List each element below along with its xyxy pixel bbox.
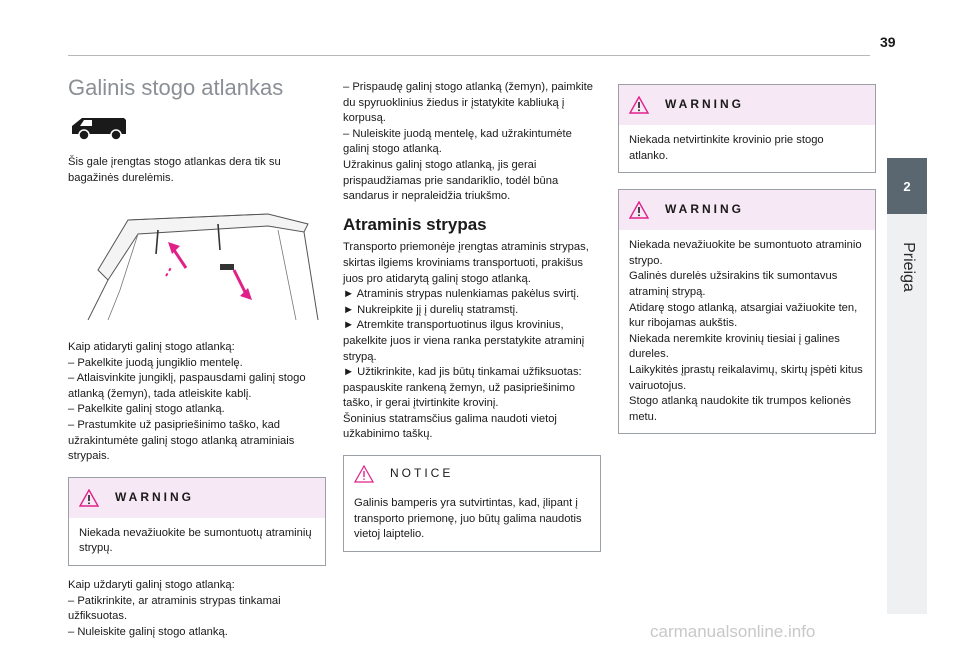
close-step: Kaip uždaryti galinį stogo atlanką: bbox=[68, 578, 235, 591]
column-right bbox=[618, 80, 876, 446]
warning-box bbox=[618, 84, 876, 173]
body-line: ► Atremkite transportuotinus ilgus krovinius, pakelkite juos ir viena ranka perstatykite atraminį strypą. bbox=[343, 319, 585, 363]
warning-text: Niekada nevažiuokite be sumontuotų atraminių strypų. bbox=[79, 526, 312, 555]
warning-text: Niekada netvirtinkite krovinio prie stogo atlanko. bbox=[629, 134, 824, 162]
page-number: 39 bbox=[880, 34, 896, 50]
open-step: – Pakelkite juodą jungiklio mentelę. bbox=[68, 356, 243, 369]
warning-header bbox=[619, 190, 875, 230]
warning-triangle-icon bbox=[629, 96, 649, 114]
notice-text: Galinis bamperis yra sutvirtintas, kad, įlipant į transporto priemonę, juo būtų galima naudotis vietoj laiptelio. bbox=[354, 497, 582, 541]
warning-line: Laikykitės įprastų reikalavimų, skirtų įspėti kitus vairuotojus. bbox=[629, 363, 863, 392]
open-step: – Prastumkite už pasipriešinimo taško, kad užrakintumėte galinį stogo atlanką atraminiais strypais. bbox=[68, 418, 295, 463]
notice-title: NOTICE bbox=[390, 466, 454, 481]
warning-triangle-icon bbox=[629, 201, 649, 219]
warning-header bbox=[69, 478, 325, 518]
intro-text: Šis gale įrengtas stogo atlankas dera tik su bagažinės durelėmis. bbox=[68, 156, 281, 184]
warning-line: Stogo atlanką naudokite tik trumpos kelionės metu. bbox=[629, 395, 852, 423]
column-middle bbox=[343, 80, 601, 564]
chapter-number: 2 bbox=[903, 178, 911, 194]
notice-box bbox=[343, 455, 601, 552]
van-icon bbox=[68, 112, 132, 142]
body-line: – Prispaudę galinį stogo atlanką (žemyn), paimkite du spyruoklinius žiedus ir įstatykite kabliuką į korpusą. bbox=[343, 81, 593, 125]
notice-header bbox=[344, 456, 600, 492]
warning-header bbox=[619, 85, 875, 125]
warning-line: Niekada nevažiuokite be sumontuoto atraminio strypo. bbox=[629, 239, 862, 267]
body-line: Užrakinus galinį stogo atlanką, jis gerai prispaudžiamas prie sandariklio, todėl būna sandarus ir nepraleidžia triukšmo. bbox=[343, 158, 559, 203]
close-step: – Nuleiskite galinį stogo atlanką. bbox=[68, 625, 228, 638]
open-step: – Pakelkite galinį stogo atlanką. bbox=[68, 403, 225, 416]
warning-line: Atidarę stogo atlanką, atsargiai važiuokite ten, kur ribojamas aukštis. bbox=[629, 301, 858, 330]
top-divider bbox=[68, 55, 870, 56]
warning-title: WARNING bbox=[665, 97, 744, 112]
roof-flap-illustration bbox=[68, 210, 326, 320]
warning-title: WARNING bbox=[115, 489, 194, 504]
body-line: Transporto priemonėje įrengtas atraminis strypas, skirtas ilgiems kroviniams transportuoti, prakišus juos pro atidarytą galinį stogo atlanką. bbox=[343, 241, 589, 285]
body-line: Šoninius statramsčius galima naudoti vietoj užkabinimo taškų. bbox=[343, 412, 557, 441]
watermark: carmanualsonline.info bbox=[650, 622, 816, 641]
warning-line: Niekada neremkite krovinių tiesiai į galines dureles. bbox=[629, 332, 840, 361]
body-line: ► Atraminis strypas nulenkiamas pakėlus svirtį. bbox=[343, 288, 580, 301]
notice-triangle-icon bbox=[354, 465, 374, 483]
warning-triangle-icon bbox=[79, 489, 99, 507]
warning-box bbox=[618, 189, 876, 434]
open-step: – Atlaisvinkite jungiklį, paspausdami galinį stogo atlanką (žemyn), tada atleiskite kablį. bbox=[68, 372, 306, 400]
column-left bbox=[68, 75, 326, 640]
chapter-tab[interactable] bbox=[887, 158, 927, 214]
body-line: ► Užtikrinkite, kad jis būtų tinkamai užfiksuotas: paspauskite rankeną žemyn, už pasipriešinimo taško, ir gerai įtvirtinkite krovinį. bbox=[343, 366, 582, 410]
warning-body bbox=[619, 230, 875, 433]
warning-title: WARNING bbox=[665, 202, 744, 217]
chapter-label: Prieiga bbox=[900, 242, 917, 292]
body-line: – Nuleiskite juodą mentelę, kad užrakintumėte galinį stogo atlanką. bbox=[343, 127, 572, 156]
body-line: ► Nukreipkite jį į durelių statramstį. bbox=[343, 303, 519, 316]
warning-box bbox=[68, 477, 326, 566]
section-title: Galinis stogo atlankas bbox=[68, 75, 284, 100]
warning-line: Galinės durelės užsirakins tik sumontavus atraminį strypą. bbox=[629, 270, 838, 298]
open-step: Kaip atidaryti galinį stogo atlanką: bbox=[68, 340, 235, 353]
subsection-title: Atraminis strypas bbox=[343, 214, 487, 234]
close-step: – Patikrinkite, ar atraminis strypas tinkamai užfiksuotas. bbox=[68, 594, 281, 623]
